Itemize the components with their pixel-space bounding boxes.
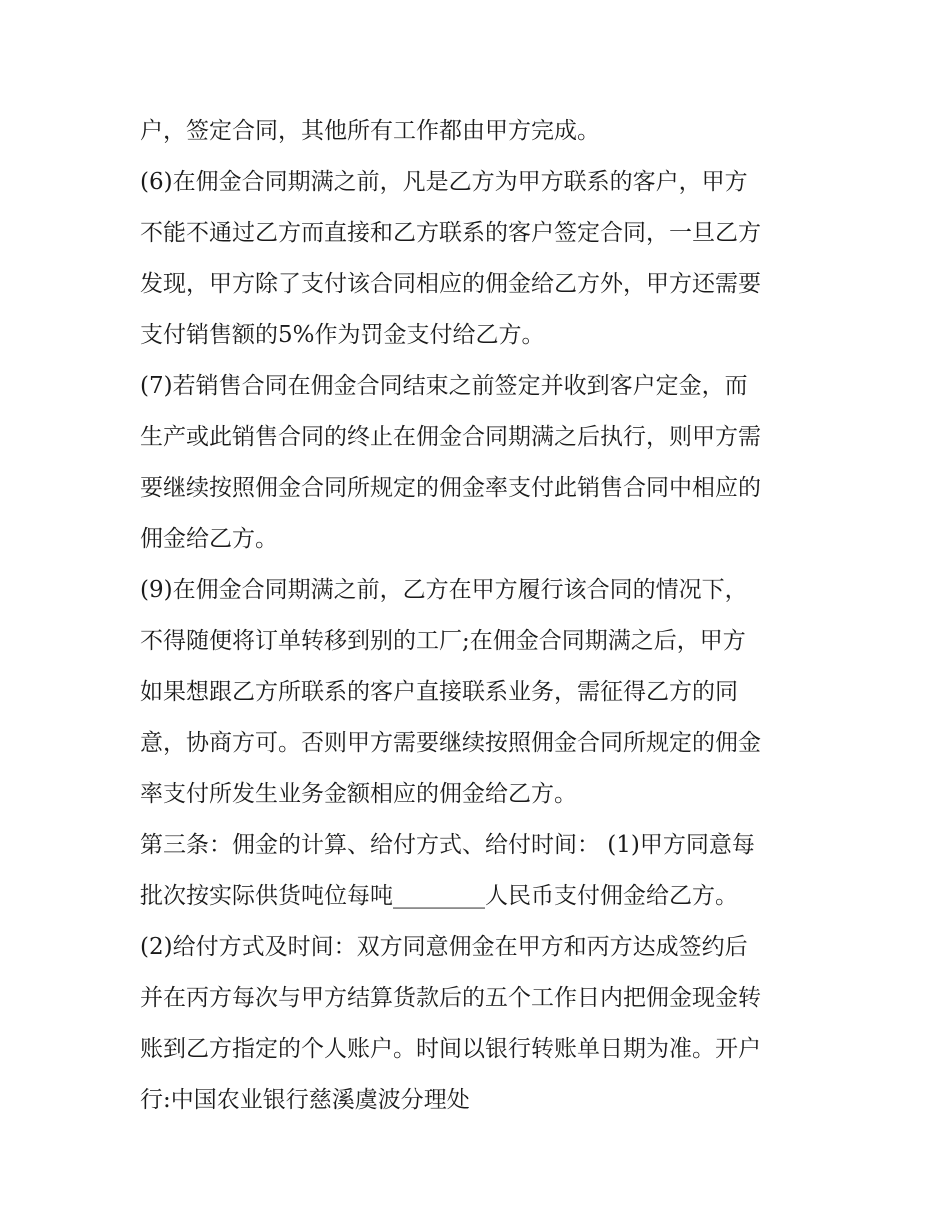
text-line: (7)若销售合同在佣金合同结束之前签定并收到客户定金，而 bbox=[140, 373, 748, 399]
text-line: 支付销售额的5%作为罚金支付给乙方。 bbox=[140, 322, 545, 348]
text-line: 第三条：佣金的计算、给付方式、给付时间： (1)甲方同意每 bbox=[140, 832, 755, 858]
text-line: 发现，甲方除了支付该合同相应的佣金给乙方外，甲方还需要 bbox=[140, 271, 761, 297]
text-line: 行:中国农业银行慈溪虞波分理处 bbox=[140, 1087, 470, 1113]
text-line: 账到乙方指定的个人账户。时间以银行转账单日期为准。开户 bbox=[140, 1036, 761, 1062]
text-line: 如果想跟乙方所联系的客户直接联系业务，需征得乙方的同 bbox=[140, 679, 738, 705]
text-line: 不能不通过乙方而直接和乙方联系的客户签定合同，一旦乙方 bbox=[140, 220, 761, 246]
text-line: 率支付所发生业务金额相应的佣金给乙方。 bbox=[140, 781, 577, 807]
text-line: 户，签定合同，其他所有工作都由甲方完成。 bbox=[140, 118, 600, 144]
text-line: 意，协商方可。否则甲方需要继续按照佣金合同所规定的佣金 bbox=[140, 730, 761, 756]
text-line: (6)在佣金合同期满之前，凡是乙方为甲方联系的客户，甲方 bbox=[140, 169, 748, 195]
text-line: 不得随便将订单转移到别的工厂;在佣金合同期满之后，甲方 bbox=[140, 628, 746, 654]
text-line: 要继续按照佣金合同所规定的佣金率支付此销售合同中相应的 bbox=[140, 475, 761, 501]
text-line: 佣金给乙方。 bbox=[140, 526, 278, 552]
text-line: 批次按实际供货吨位每吨________人民币支付佣金给乙方。 bbox=[140, 883, 738, 909]
text-line: 生产或此销售合同的终止在佣金合同期满之后执行，则甲方需 bbox=[140, 424, 761, 450]
text-line: (2)给付方式及时间：双方同意佣金在甲方和丙方达成签约后 bbox=[140, 934, 748, 960]
contract-body-text bbox=[140, 106, 820, 1126]
text-line: (9)在佣金合同期满之前，乙方在甲方履行该合同的情况下， bbox=[140, 577, 748, 603]
text-line: 并在丙方每次与甲方结算货款后的五个工作日内把佣金现金转 bbox=[140, 985, 761, 1011]
